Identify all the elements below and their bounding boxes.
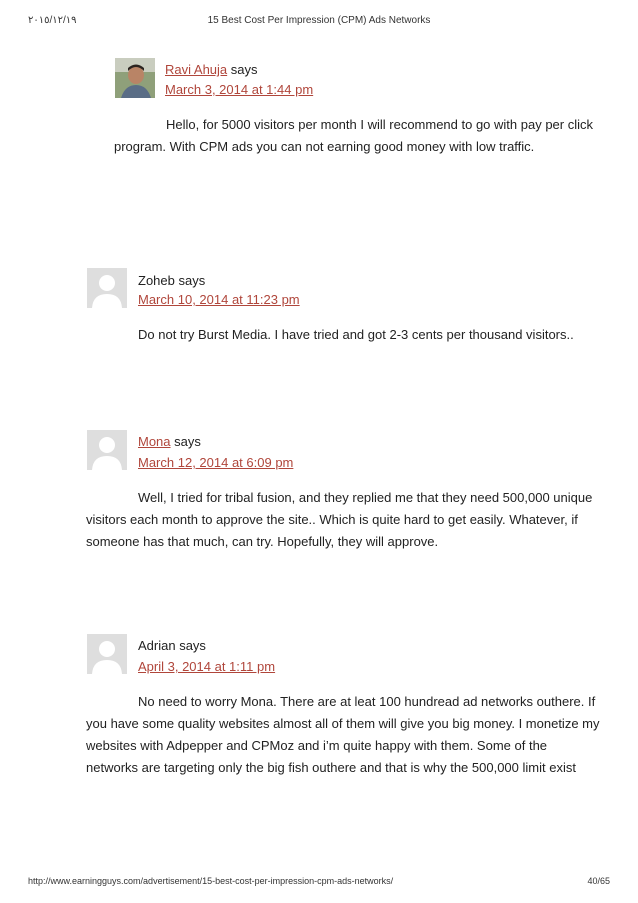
comment-body — [86, 487, 592, 553]
comment-date — [165, 82, 313, 97]
comment-date — [138, 659, 275, 674]
comment-body — [114, 114, 593, 158]
avatar — [87, 268, 127, 308]
comment-author — [138, 638, 206, 653]
comment-line: you have some quality websites almost all of them will give you big money. I monetize my — [86, 716, 600, 731]
default-avatar-icon — [87, 430, 127, 470]
comment-line: websites with Adpepper and CPMoz and i’m quite happy with them. Some of the — [86, 738, 548, 753]
comment-date-link[interactable]: April 3, 2014 at 1:11 pm — [138, 659, 276, 674]
author-link[interactable]: Ravi Ahuja — [165, 62, 228, 77]
page-header-date: ٢٠١٥/١٢/١٩ — [28, 15, 77, 26]
comment-line: Do not try Burst Media. I have tried and got 2-3 cents per thousand visitors.. — [138, 327, 574, 342]
comment-line: Well, I tried for tribal fusion, and they replied me that they need 500,000 unique — [138, 490, 593, 505]
comment-line: program. With CPM ads you can not earning good money with low traffic. — [114, 139, 535, 154]
comment-date-link[interactable]: March 12, 2014 at 6:09 pm — [138, 455, 294, 470]
page-footer-url: http://www.earningguys.com/advertisement/15-best-cost-per-impression-cpm-ads-networks/ — [28, 876, 394, 886]
comment-date-link[interactable]: March 10, 2014 at 11:23 pm — [138, 292, 300, 307]
comment-date — [138, 455, 293, 470]
avatar — [87, 430, 127, 470]
says-label: says — [178, 273, 206, 288]
comment-line: networks are targeting only the big fish outhere and that is why the 500,000 limit exist — [86, 760, 576, 775]
author-name: Adrian — [138, 638, 176, 653]
comment-line: visitors each month to approve the site.. Which is quite hard to get easily. Whatever, if — [86, 512, 578, 527]
comment-line: No need to worry Mona. There are at leat 100 hundread ad networks outhere. If — [138, 694, 596, 709]
comment-author — [138, 273, 205, 288]
comment-body — [138, 324, 574, 346]
page-header-title: 15 Best Cost Per Impression (CPM) Ads Networks — [207, 15, 431, 26]
avatar — [87, 634, 127, 674]
comment-author — [138, 434, 201, 449]
avatar — [115, 58, 155, 98]
comment-line: someone has that much, can try. Hopefully, they will approve. — [86, 534, 439, 549]
comment-body — [86, 691, 600, 779]
author-name: Zoheb — [138, 273, 175, 288]
author-link[interactable]: Mona — [138, 434, 171, 449]
says-label: says — [230, 62, 258, 77]
comment-date-link[interactable]: March 3, 2014 at 1:44 pm — [165, 82, 314, 97]
default-avatar-icon — [87, 634, 127, 674]
comment-author — [165, 62, 258, 77]
page-footer-number: 40/65 — [587, 876, 610, 886]
says-label: says — [179, 638, 206, 653]
comment-date — [138, 292, 300, 307]
says-label: says — [174, 434, 201, 449]
user-photo-icon — [115, 58, 155, 98]
default-avatar-icon — [87, 268, 127, 308]
comment-line: Hello, for 5000 visitors per month I will recommend to go with pay per click — [166, 117, 594, 132]
